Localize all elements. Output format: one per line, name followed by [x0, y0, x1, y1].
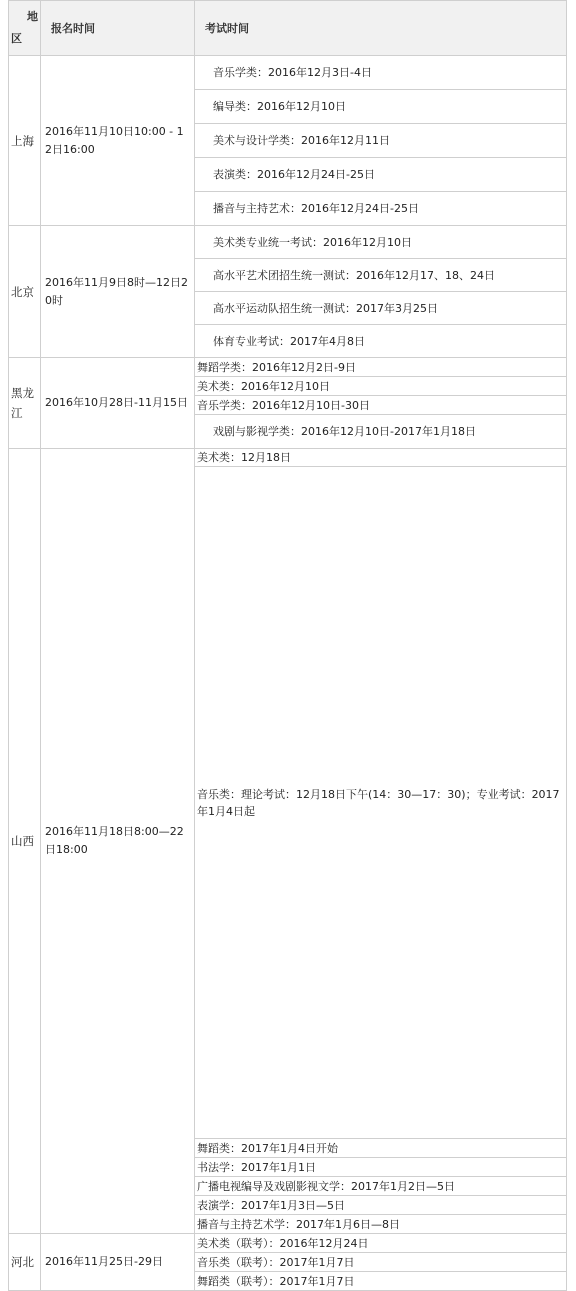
region-header-line1: 地	[27, 10, 38, 23]
exam-cell: 表演类：2016年12月24日-25日	[195, 158, 567, 192]
region-column-header	[9, 1, 41, 56]
region-cell: 北京	[9, 226, 41, 358]
exam-cell: 高水平运动队招生统一测试：2017年3月25日	[195, 292, 567, 325]
registration-cell: 2016年11月10日10:00 - 12日16:00	[41, 56, 195, 226]
registration-cell: 2016年11月9日8时—12日20时	[41, 226, 195, 358]
region-cell: 上海	[9, 56, 41, 226]
region-header-line2: 区	[11, 32, 22, 45]
region-cell: 黑龙江	[9, 358, 41, 449]
table-row	[9, 226, 567, 259]
table-row	[9, 358, 567, 377]
exam-cell: 编导类：2016年12月10日	[195, 90, 567, 124]
registration-cell: 2016年10月28日-11月15日	[41, 358, 195, 449]
registration-cell: 2016年11月18日8:00—22日18:00	[41, 449, 195, 1234]
registration-cell: 2016年11月25日-29日	[41, 1234, 195, 1291]
region-cell: 山西	[9, 449, 41, 1234]
exam-cell: 美术类：2016年12月10日	[195, 377, 567, 396]
exam-cell: 美术类：12月18日	[195, 449, 567, 467]
exam-cell: 播音与主持艺术学：2017年1月6日—8日	[195, 1215, 567, 1234]
exam-cell: 音乐类（联考）：2017年1月7日	[195, 1253, 567, 1272]
exam-cell: 广播电视编导及戏剧影视文学：2017年1月2日—5日	[195, 1177, 567, 1196]
table-row	[9, 449, 567, 467]
table-row	[9, 56, 567, 90]
table-header-row	[9, 1, 567, 56]
exam-cell: 音乐学类：2016年12月10日-30日	[195, 396, 567, 415]
exam-cell: 美术类专业统一考试：2016年12月10日	[195, 226, 567, 259]
exam-cell: 表演学：2017年1月3日—5日	[195, 1196, 567, 1215]
exam-cell: 体育专业考试：2017年4月8日	[195, 325, 567, 358]
exam-cell: 播音与主持艺术：2016年12月24日-25日	[195, 192, 567, 226]
table-row	[9, 1234, 567, 1253]
exam-cell: 舞蹈类（联考）：2017年1月7日	[195, 1272, 567, 1291]
exam-cell: 高水平艺术团招生统一测试：2016年12月17、18、24日	[195, 259, 567, 292]
exam-cell: 美术与设计学类：2016年12月11日	[195, 124, 567, 158]
exam-column-header: 考试时间	[195, 1, 567, 56]
exam-cell: 戏剧与影视学类：2016年12月10日-2017年1月18日	[195, 415, 567, 449]
exam-cell: 舞蹈类：2017年1月4日开始	[195, 1139, 567, 1158]
exam-cell: 美术类（联考）：2016年12月24日	[195, 1234, 567, 1253]
exam-cell: 音乐类：理论考试：12月18日下午(14：30—17：30)；专业考试：2017年1月4日起	[195, 467, 567, 1139]
region-cell: 河北	[9, 1234, 41, 1291]
exam-cell: 书法学：2017年1月1日	[195, 1158, 567, 1177]
exam-cell: 音乐学类：2016年12月3日-4日	[195, 56, 567, 90]
exam-cell: 舞蹈学类：2016年12月2日-9日	[195, 358, 567, 377]
registration-column-header: 报名时间	[41, 1, 195, 56]
exam-schedule-table	[8, 0, 567, 1291]
